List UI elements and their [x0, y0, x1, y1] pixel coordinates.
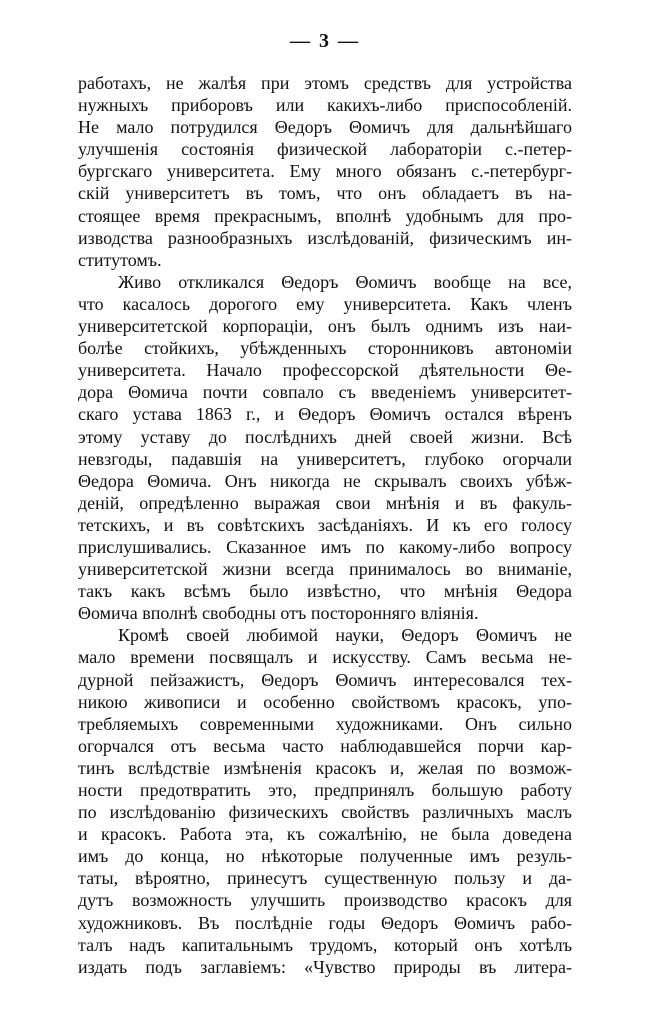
body-text: [78, 72, 572, 978]
text-line: и красокъ. Работа эта, къ сожалѣнію, не была доведена: [78, 824, 572, 845]
text-line: стоящее время прекраснымъ, вполнѣ удобнымъ для про-: [78, 205, 572, 226]
text-line: прислушивались. Сказанное имъ по какому-либо вопросу: [78, 536, 572, 557]
text-line: тетскихъ, и въ совѣтскихъ засѣданіяхъ. И къ его голосу: [78, 514, 572, 535]
text-line: изводства разнообразныхъ изслѣдованій, физическимъ ин-: [78, 227, 572, 248]
text-line: мало времени посвящалъ и искусству. Самъ весьма не-: [78, 647, 572, 668]
text-line: таты, вѣроятно, принесутъ существенную пользу и да-: [78, 868, 572, 889]
text-line: тинъ вслѣдствіе измѣненія красокъ и, желая по возмож-: [78, 757, 572, 778]
text-line: такъ какъ всѣмъ было извѣстно, что мнѣнія Θедора: [78, 581, 572, 602]
text-line: университетской корпораціи, онъ былъ однимъ изъ наи-: [78, 316, 572, 337]
text-line: улучшенія состоянія физической лабораторіи с.-петер-: [78, 139, 572, 160]
text-line: Θедора Θомича. Онъ никогда не скрывалъ своихъ убѣж-: [78, 470, 572, 491]
text-line: дурной пейзажистъ, Θедоръ Θомичъ интересовался тех-: [78, 669, 572, 690]
text-line: ности предотвратить это, предпринялъ большую работу: [78, 780, 572, 800]
text-line: университетской жизни всегда принималось во вниманіе,: [78, 559, 572, 580]
text-line: ститутомъ.: [78, 249, 162, 270]
paragraph: [78, 72, 572, 271]
text-line: невзгоды, падавшія на университетъ, глубоко огорчали: [78, 448, 572, 469]
text-line: что касалось дорогого ему университета. Какъ членъ: [78, 293, 572, 314]
text-line: скій университетъ въ томъ, что онъ обладаетъ въ на-: [78, 183, 572, 204]
text-line: нужныхъ приборовъ или какихъ-либо приспособленій.: [78, 95, 572, 116]
text-line: Θомича вполнѣ свободны отъ посторонняго вліянія.: [78, 603, 479, 624]
text-line: бургскаго университета. Ему много обязанъ с.-петербург-: [78, 161, 572, 182]
text-line: скаго устава 1863 г., и Θедоръ Θомичъ остался вѣренъ: [78, 404, 572, 425]
text-line: Живо откликался Θедоръ Θомичъ вообще на все,: [118, 271, 572, 292]
text-line: дутъ возможность улучшить производство красокъ для: [78, 890, 572, 911]
text-line: требляемыхъ современными художниками. Онъ сильно: [78, 713, 572, 734]
text-line: болѣе стойкихъ, убѣжденныхъ сторонниковъ автономіи: [78, 338, 572, 359]
text-line: талъ надъ капитальнымъ трудомъ, который онъ хотѣлъ: [78, 934, 572, 955]
text-line: деній, опредѣленно выражая свои мнѣнія и въ факуль-: [78, 492, 572, 513]
text-line: никою живописи и особенно свойствомъ красокъ, упо-: [78, 691, 572, 712]
text-line: художниковъ. Въ послѣдніе годы Θедоръ Θомичъ рабо-: [78, 912, 572, 933]
text-line: Не мало потрудился Θедоръ Θомичъ для дальнѣйшаго: [78, 117, 572, 138]
text-line: по изслѣдованію физическихъ свойствъ различныхъ маслъ: [78, 802, 572, 823]
text-line: этому уставу до послѣднихъ дней своей жизни. Всѣ: [78, 426, 572, 447]
text-line: дора Θомича почти совпало съ введеніемъ университет-: [78, 382, 572, 403]
paragraph: [78, 624, 572, 978]
text-line: университета. Начало профессорской дѣятельности Θе-: [78, 360, 572, 381]
text-line: имъ до конца, но нѣкоторые полученные имъ резуль-: [78, 846, 572, 867]
text-line: работахъ, не жалѣя при этомъ средствъ для устройства: [78, 73, 572, 93]
page-number: — 3 —: [290, 30, 360, 52]
text-line: издать подъ заглавіемъ: «Чувство природы въ литера-: [78, 956, 572, 977]
text-line: Кромѣ своей любимой науки, Θедоръ Θомичъ не: [118, 625, 572, 646]
text-line: огорчался отъ весьма часто наблюдавшейся порчи кар-: [78, 735, 572, 756]
paragraph: [78, 271, 572, 625]
